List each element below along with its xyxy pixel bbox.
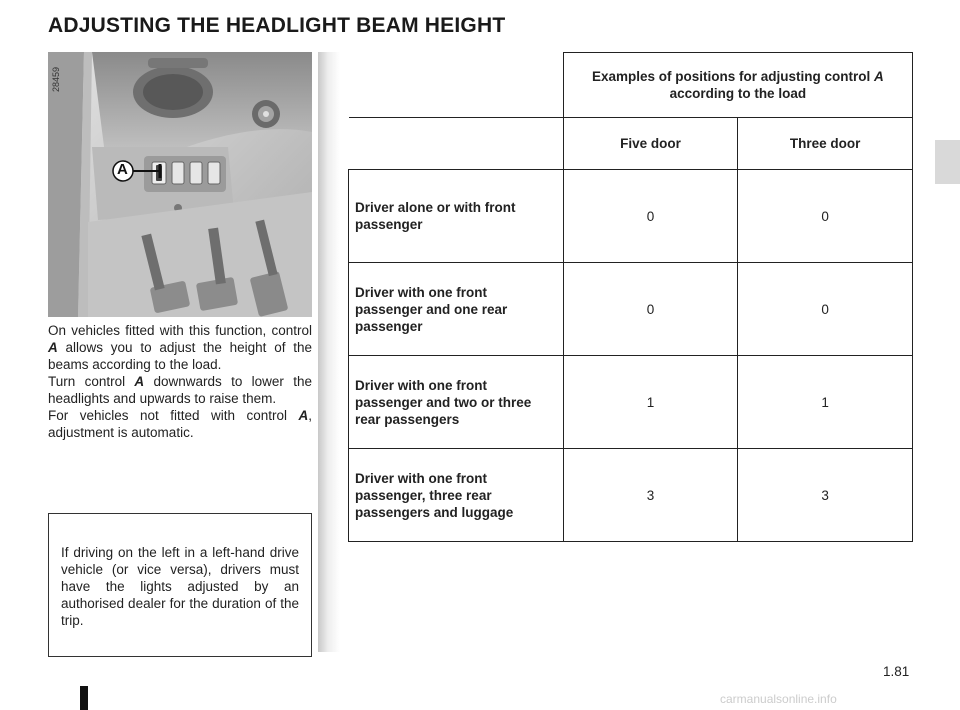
intro-text	[48, 322, 312, 441]
intro-paragraph-3: For vehicles not fitted with control A, adjustment is automatic.	[48, 408, 312, 440]
three-door-value: 0	[738, 263, 913, 356]
row-label: Driver alone or with front passenger	[349, 170, 564, 263]
table-blank-cell	[349, 118, 564, 170]
corner-mark	[80, 686, 88, 710]
table-row	[349, 449, 913, 542]
table-blank-cell	[349, 53, 564, 118]
table-header: Examples of positions for adjusting control A according to the load	[563, 53, 912, 118]
note-box	[48, 513, 312, 657]
page-number: 1.81	[883, 664, 910, 679]
column-header-three-door: Three door	[738, 118, 913, 170]
five-door-value: 1	[563, 356, 738, 449]
five-door-value: 0	[563, 170, 738, 263]
row-label: Driver with one front passenger, three rear passengers and luggage	[349, 449, 564, 542]
column-divider	[318, 52, 340, 652]
intro-paragraph-1: On vehicles fitted with this function, control A allows you to adjust the height of the beams according to the load.	[48, 323, 312, 372]
row-label: Driver with one front passenger and two or three rear passengers	[349, 356, 564, 449]
load-adjustment-table	[348, 52, 913, 542]
intro-paragraph-2: Turn control A downwards to lower the headlights and upwards to raise them.	[48, 374, 313, 406]
column-header-five-door: Five door	[563, 118, 738, 170]
three-door-value: 1	[738, 356, 913, 449]
five-door-value: 0	[563, 263, 738, 356]
table-row	[349, 170, 913, 263]
note-text: If driving on the left in a left-hand drive vehicle (or vice versa), drivers must have the lights adjusted by an authorised dealer for the duration of the trip.	[61, 545, 299, 628]
photo-reference-code: 28459	[51, 66, 61, 92]
three-door-value: 3	[738, 449, 913, 542]
table-row	[349, 356, 913, 449]
row-label: Driver with one front passenger and one rear passenger	[349, 263, 564, 356]
page-title: ADJUSTING THE HEADLIGHT BEAM HEIGHT	[48, 14, 506, 37]
table-row	[349, 263, 913, 356]
dashboard-photo	[48, 52, 312, 317]
photo-callout-label: A	[117, 161, 128, 178]
watermark: carmanualsonline.info	[720, 692, 837, 706]
three-door-value: 0	[738, 170, 913, 263]
section-side-tab	[935, 140, 960, 184]
five-door-value: 3	[563, 449, 738, 542]
